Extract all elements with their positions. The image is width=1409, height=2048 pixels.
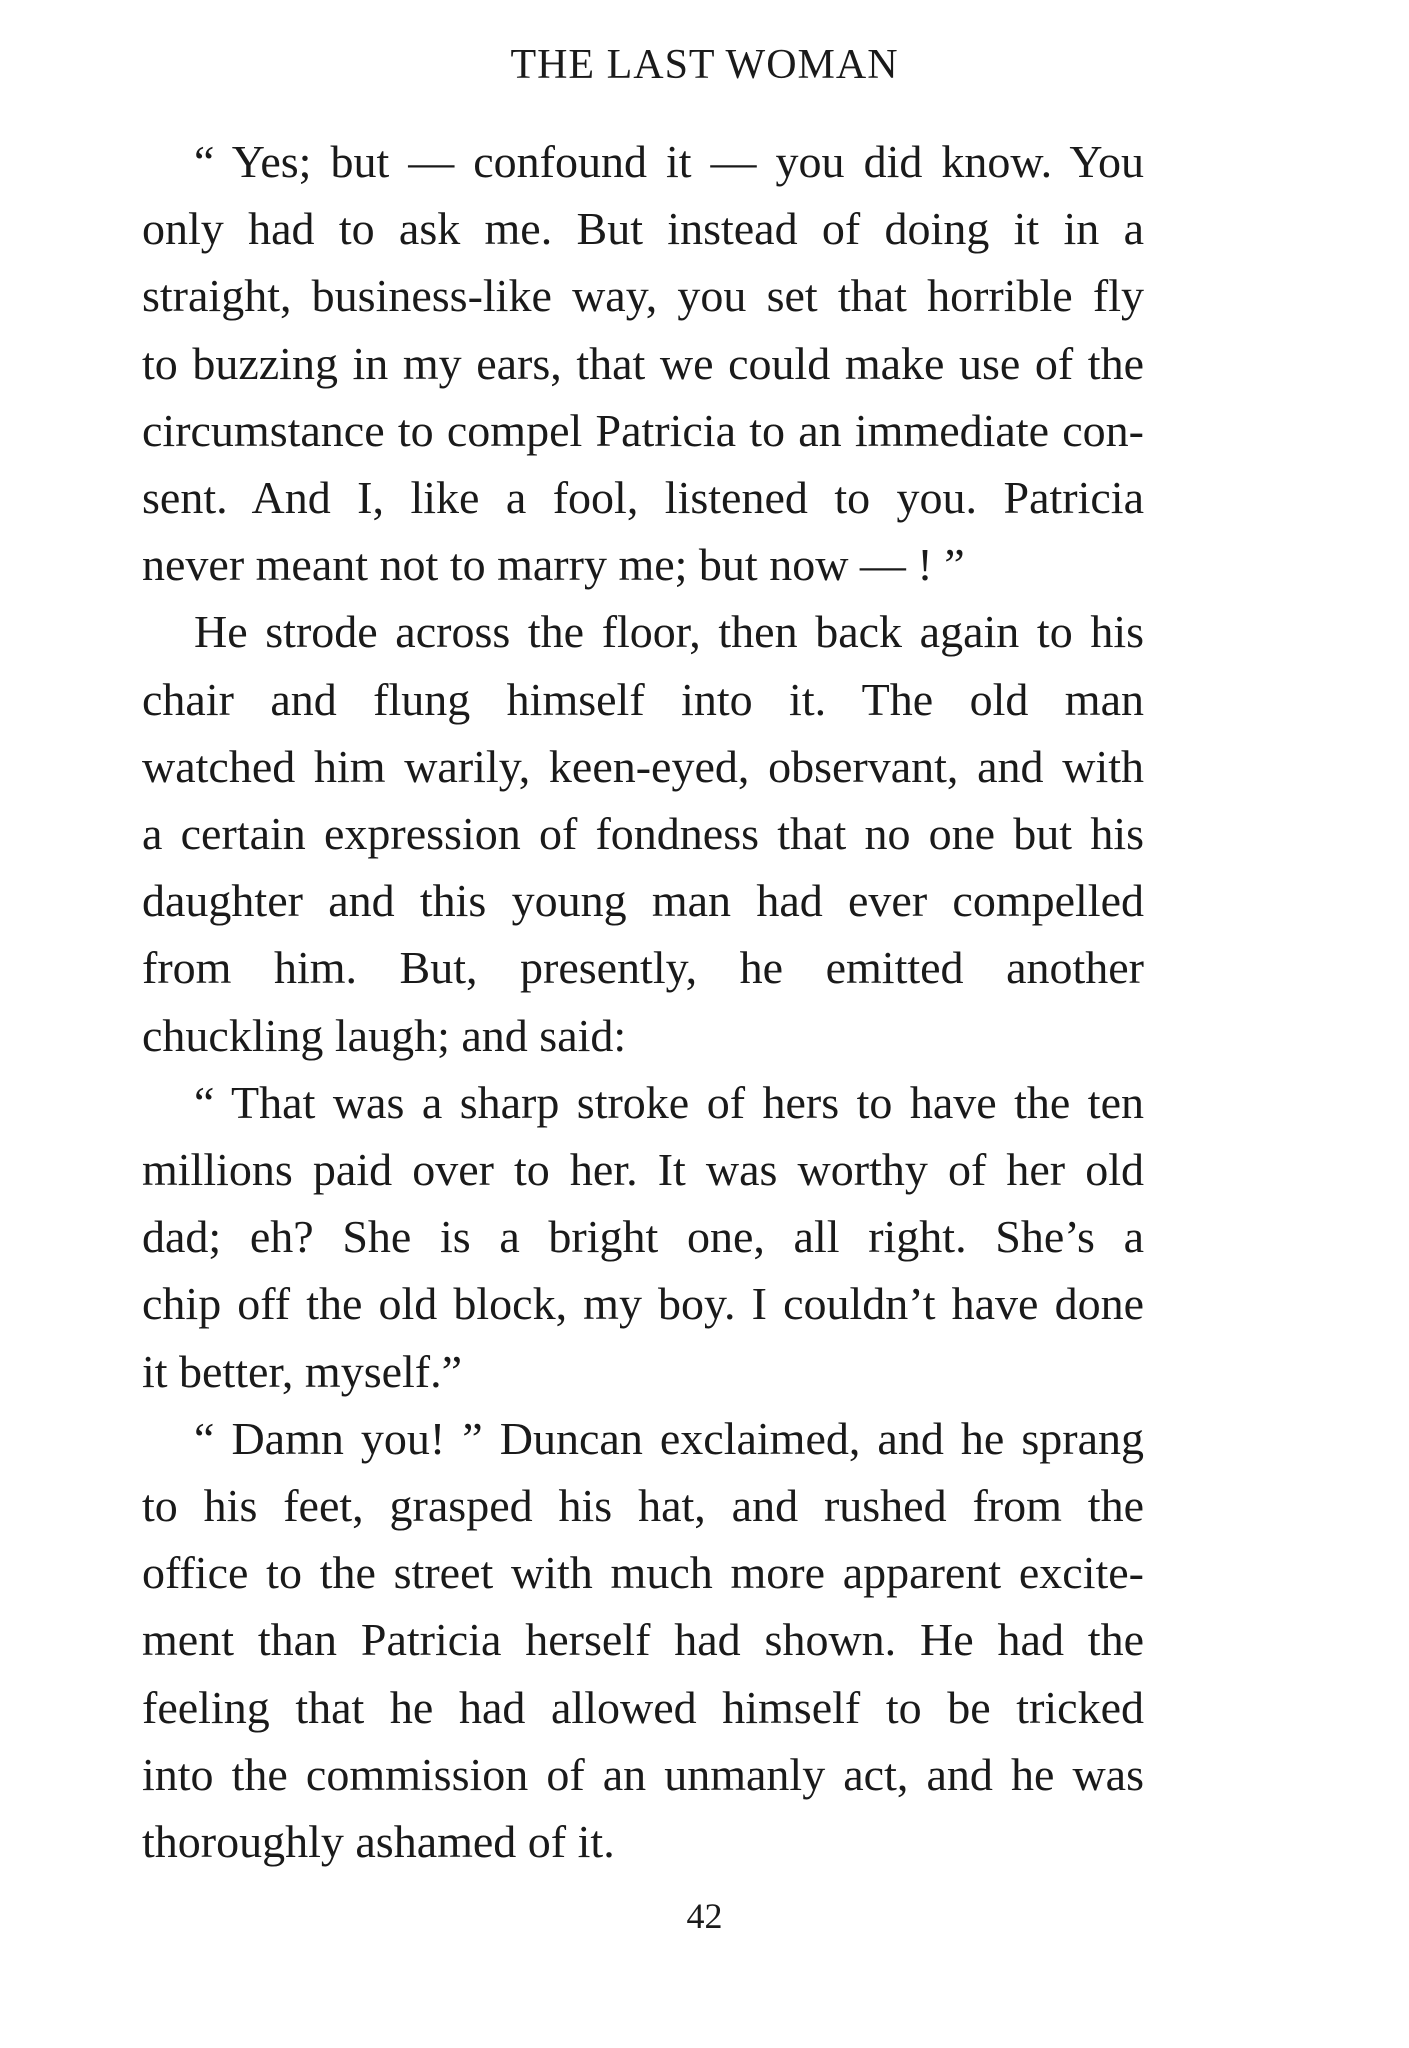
text-line: chip off the old block, my boy. I couldn’t have done — [142, 1278, 1144, 1330]
text-line: into the commission of an unmanly act, and he was — [142, 1748, 1144, 1800]
text-line: straight, business-like way, you set that horrible fly — [142, 270, 1144, 322]
text-line: “ Damn you! ” Duncan exclaimed, and he sprang — [194, 1412, 1144, 1464]
text-line: “ That was a sharp stroke of hers to have the ten — [194, 1076, 1144, 1128]
text-line: it better, myself.” — [142, 1345, 463, 1397]
text-line: millions paid over to her. It was worthy of her old — [142, 1144, 1144, 1196]
text-line: a certain expression of fondness that no one but his — [142, 808, 1144, 860]
text-line: to his feet, grasped his hat, and rushed from the — [142, 1480, 1144, 1532]
text-line: to buzzing in my ears, that we could make use of the — [142, 337, 1144, 389]
text-line: ment than Patricia herself had shown. He had the — [142, 1614, 1144, 1666]
text-line: daughter and this young man had ever compelled — [142, 875, 1144, 927]
running-title: THE LAST WOMAN — [510, 42, 899, 88]
paragraph-3 — [92, 1069, 1144, 1405]
text-line: He strode across the floor, then back again to his — [194, 606, 1144, 658]
text-line: chuckling laugh; and said: — [142, 1009, 627, 1061]
text-line: watched him warily, keen-eyed, observant, and with — [142, 740, 1144, 792]
paragraph-4 — [92, 1405, 1144, 1875]
paragraph-2 — [92, 598, 1144, 1068]
text-line: never meant not to marry me; but now — ! ” — [142, 539, 965, 591]
text-line: only had to ask me. But instead of doing it in a — [142, 203, 1144, 255]
paragraph-1 — [92, 128, 1144, 598]
body-text — [92, 128, 1144, 1875]
text-line: chair and flung himself into it. The old man — [142, 673, 1144, 725]
text-line: sent. And I, like a fool, listened to you. Patricia — [142, 472, 1144, 524]
text-line: from him. But, presently, he emitted another — [142, 942, 1144, 994]
text-line: feeling that he had allowed himself to be tricked — [142, 1681, 1144, 1733]
text-line: dad; eh? She is a bright one, all right. She’s a — [142, 1211, 1144, 1263]
page-number: 42 — [686, 1896, 723, 1936]
text-line: office to the street with much more apparent excite- — [142, 1547, 1144, 1599]
text-line: circumstance to compel Patricia to an immediate con- — [142, 404, 1144, 456]
text-line: “ Yes; but — confound it — you did know. You — [194, 136, 1144, 187]
text-line: thoroughly ashamed of it. — [142, 1816, 615, 1868]
